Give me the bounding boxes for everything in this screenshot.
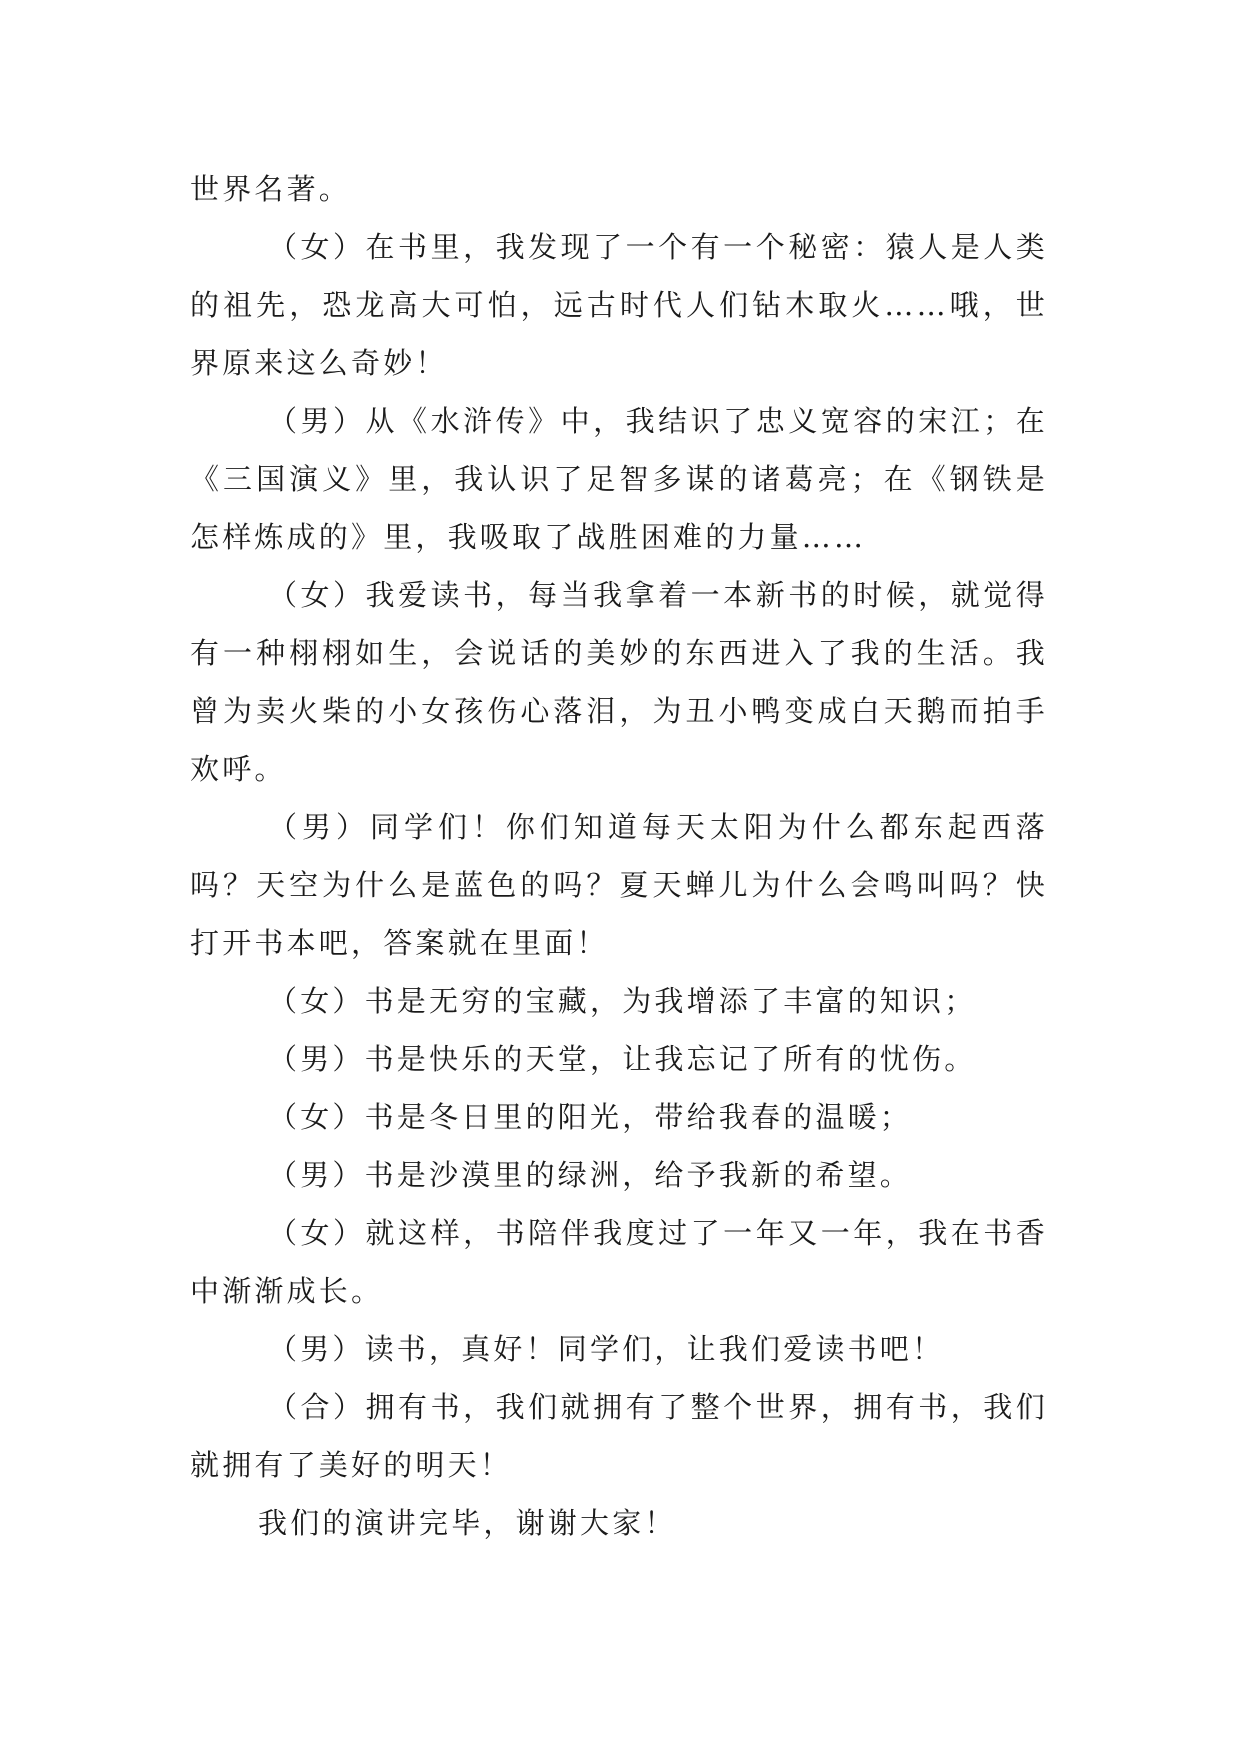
- paragraph-male-5: （男）读书，真好！同学们，让我们爱读书吧！: [268, 1332, 945, 1366]
- paragraph-male-4: （男）书是沙漠里的绿洲，给予我新的希望。: [268, 1158, 913, 1192]
- paragraph-female-2: （女）我爱读书，每当我拿着一本新书的时候，就觉得有一种栩栩如生，会说话的美妙的东西进入了我的生活。我曾为卖火柴的小女孩伤心落泪，为丑小鸭变成白天鹅而拍手欢呼。: [190, 578, 1048, 786]
- paragraph-together: （合）拥有书，我们就拥有了整个世界，拥有书，我们就拥有了美好的明天！: [190, 1390, 1048, 1482]
- paragraph-continuation: 世界名著。: [190, 172, 352, 206]
- paragraph-female-4: （女）书是冬日里的阳光，带给我春的温暖；: [268, 1100, 913, 1134]
- speech-text: [190, 160, 1048, 1552]
- paragraph-female-5: （女）就这样，书陪伴我度过了一年又一年，我在书香中渐渐成长。: [190, 1216, 1048, 1308]
- paragraph-female-1: （女）在书里，我发现了一个有一个秘密：猿人是人类的祖先，恐龙高大可怕，远古时代人们钻木取火……哦，世界原来这么奇妙！: [190, 230, 1048, 380]
- paragraph-male-3: （男）书是快乐的天堂，让我忘记了所有的忧伤。: [268, 1042, 977, 1076]
- paragraph-male-1: （男）从《水浒传》中，我结识了忠义宽容的宋江；在《三国演义》里，我认识了足智多谋的诸葛亮；在《钢铁是怎样炼成的》里，我吸取了战胜困难的力量……: [190, 404, 1048, 554]
- paragraph-male-2: （男）同学们！你们知道每天太阳为什么都东起西落吗？天空为什么是蓝色的吗？夏天蝉儿为什么会鸣叫吗？快打开书本吧，答案就在里面！: [190, 810, 1048, 960]
- paragraph-female-3: （女）书是无穷的宝藏，为我增添了丰富的知识；: [268, 984, 977, 1018]
- paragraph-closing: 我们的演讲完毕，谢谢大家！: [258, 1506, 677, 1540]
